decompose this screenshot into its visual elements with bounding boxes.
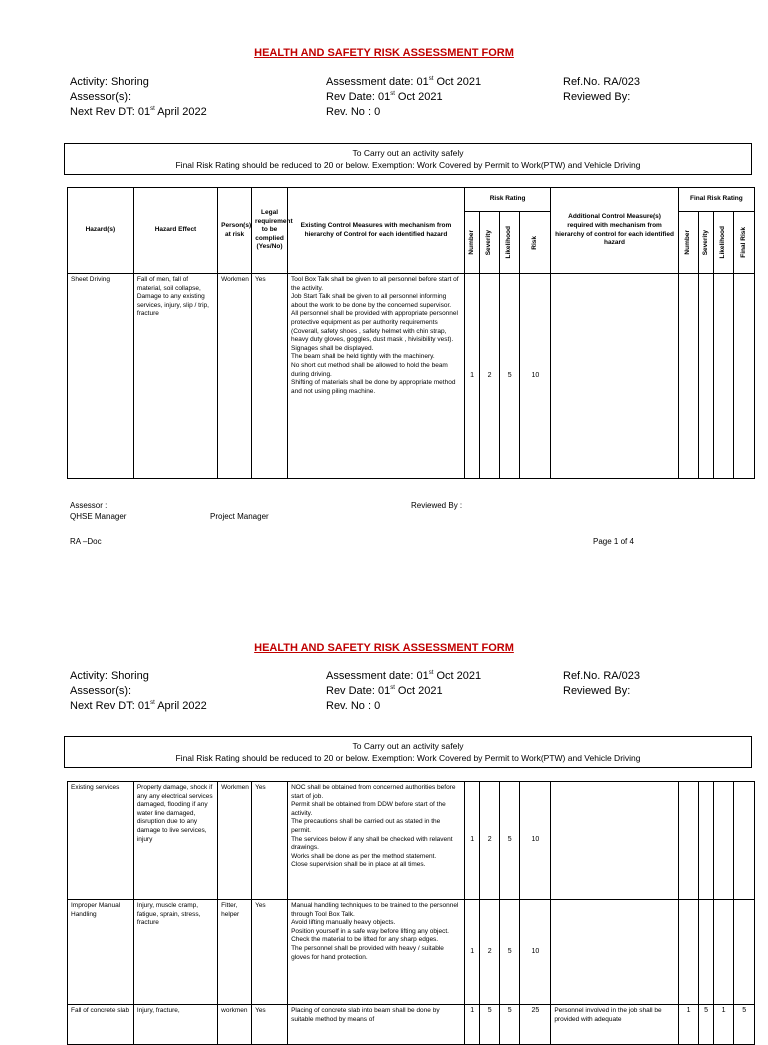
cell-number: 1 bbox=[464, 274, 479, 479]
assessors-label: Assessor(s): bbox=[70, 685, 132, 697]
control-line: No short cut method shall be allowed to hold the beam during driving. bbox=[291, 361, 448, 378]
cell-persons: workmen bbox=[218, 1005, 252, 1045]
header-risk-rating: Risk Rating bbox=[464, 188, 550, 212]
cell-additional bbox=[551, 274, 679, 479]
notice-box bbox=[64, 736, 752, 768]
cell-final-risk bbox=[734, 274, 755, 479]
cell-risk: 25 bbox=[520, 1005, 551, 1045]
rev-date: Rev Date: 01st Oct 2021 bbox=[326, 91, 443, 103]
meta-right bbox=[563, 669, 640, 699]
risk-table-page-2 bbox=[67, 781, 755, 1045]
header-existing-controls: Existing Control Measures with mechanism from hierarchy of Control for each identified hazard bbox=[288, 188, 465, 274]
control-line: The precautions shall be carried out as stated in the permit. bbox=[291, 818, 441, 834]
control-line: Check the material to be lifted for any sharp edges. bbox=[291, 936, 439, 944]
cell-hazard: Fall of concrete slab bbox=[68, 1005, 134, 1045]
activity-label: Activity: Shoring bbox=[70, 76, 149, 88]
header-legal: Legal requirement to be complied (Yes/No) bbox=[252, 188, 288, 274]
cell-final-number bbox=[678, 274, 699, 479]
cell-additional bbox=[551, 900, 679, 1005]
meta-left bbox=[70, 75, 207, 120]
notice-line-1: To Carry out an activity safely bbox=[352, 741, 464, 751]
cell-persons: Fitter, helper bbox=[218, 900, 252, 1005]
header-final-number: Number bbox=[678, 212, 699, 274]
cell-effect: Injury, fracture, bbox=[133, 1005, 217, 1045]
cell-number: 1 bbox=[464, 900, 479, 1005]
cell-legal: Yes bbox=[252, 274, 288, 479]
cell-final-risk bbox=[734, 782, 755, 900]
control-line: The beam shall be held tightly with the machinery. bbox=[291, 353, 435, 361]
notice-line-2: Final Risk Rating should be reduced to 20 or below. Exemption: Work Covered by Permit to Work(PTW) and Vehicle Driving bbox=[175, 160, 641, 170]
cell-severity: 5 bbox=[480, 1005, 500, 1045]
meta-middle bbox=[326, 669, 481, 714]
control-line: Close supervision shall be in place at all times. bbox=[291, 861, 426, 869]
control-line: Works shall be done as per the method statement. bbox=[291, 852, 437, 860]
cell-likelihood: 5 bbox=[499, 274, 520, 479]
cell-number: 1 bbox=[464, 782, 479, 900]
next-rev-date: Next Rev DT: 01st April 2022 bbox=[70, 106, 207, 118]
cell-likelihood: 5 bbox=[499, 782, 520, 900]
footer-doc: RA –Doc bbox=[70, 537, 102, 546]
assessors-label: Assessor(s): bbox=[70, 91, 132, 103]
rev-no: Rev. No : 0 bbox=[326, 106, 381, 118]
control-line: Job Start Talk shall be given to all personnel informing about the work to be done by the concerned supervisor. bbox=[291, 293, 452, 309]
cell-controls bbox=[288, 900, 465, 1005]
cell-risk: 10 bbox=[520, 900, 551, 1005]
header-severity: Severity bbox=[480, 212, 500, 274]
header-likelihood: Likelihood bbox=[499, 212, 520, 274]
cell-final-severity bbox=[699, 900, 713, 1005]
footer-reviewed: Reviewed By : bbox=[411, 501, 463, 510]
footer-assessor: Assessor : bbox=[70, 501, 108, 510]
table-row bbox=[68, 782, 755, 900]
rev-date: Rev Date: 01st Oct 2021 bbox=[326, 685, 443, 697]
cell-final-likelihood bbox=[713, 900, 734, 1005]
header-hazard: Hazard(s) bbox=[68, 188, 134, 274]
control-line: Permit shall be obtained from DDW before start of the activity. bbox=[291, 801, 446, 817]
control-line: Manual handling techniques to be trained to the personnel through Tool Box Talk. bbox=[291, 902, 459, 918]
cell-controls bbox=[288, 274, 465, 479]
cell-effect: Fall of men, fall of material, soil collapse, Damage to any existing services, injury, slip / trip, fracture bbox=[133, 274, 217, 479]
footer-pm: Project Manager bbox=[210, 512, 269, 521]
next-rev-date: Next Rev DT: 01st April 2022 bbox=[70, 700, 207, 712]
cell-hazard: Existing services bbox=[68, 782, 134, 900]
cell-severity: 2 bbox=[480, 782, 500, 900]
form-title: HEALTH AND SAFETY RISK ASSESSMENT FORM bbox=[254, 47, 514, 59]
control-line: Placing of concrete slab into beam shall be done by suitable method by means of bbox=[291, 1007, 440, 1023]
cell-final-severity bbox=[699, 274, 713, 479]
assessment-date: Assessment date: 01st Oct 2021 bbox=[326, 76, 482, 88]
page-2 bbox=[0, 600, 768, 1024]
cell-likelihood: 5 bbox=[499, 900, 520, 1005]
notice-line-1: To Carry out an activity safely bbox=[352, 148, 464, 158]
risk-table-page-1 bbox=[67, 187, 755, 479]
header-effect: Hazard Effect bbox=[133, 188, 217, 274]
cell-controls bbox=[288, 782, 465, 900]
reviewed-by: Reviewed By: bbox=[563, 685, 631, 697]
rev-no: Rev. No : 0 bbox=[326, 700, 381, 712]
header-final-risk: Final Risk bbox=[734, 212, 755, 274]
cell-final-likelihood: 1 bbox=[713, 1005, 734, 1045]
header-number: Number bbox=[464, 212, 479, 274]
meta-left bbox=[70, 669, 207, 714]
cell-legal: Yes bbox=[252, 1005, 288, 1045]
form-title: HEALTH AND SAFETY RISK ASSESSMENT FORM bbox=[254, 642, 514, 654]
control-line: All personnel shall be provided with appropriate personnel protective equipment as per authority requirements (Coverall, safety shoes , safety helmet with chin strap, heavy duty gloves, goggles, dust mask , hivisibility vest). bbox=[291, 310, 458, 344]
notice-box bbox=[64, 143, 752, 175]
cell-severity: 2 bbox=[480, 274, 500, 479]
header-final-severity: Severity bbox=[699, 212, 713, 274]
cell-final-severity: 5 bbox=[699, 1005, 713, 1045]
control-line: NOC shall be obtained from concerned authorities before start of job. bbox=[291, 784, 456, 800]
control-line: The services below if any shall be checked with relavent drawings. bbox=[291, 835, 453, 852]
cell-final-likelihood bbox=[713, 782, 734, 900]
cell-final-number bbox=[678, 782, 699, 900]
cell-final-number bbox=[678, 900, 699, 1005]
control-line: Position yourself in a safe way before lifting any object. bbox=[291, 927, 449, 935]
cell-final-number: 1 bbox=[678, 1005, 699, 1045]
control-line: Avoid lifting manually heavy objects. bbox=[291, 919, 396, 927]
table-row bbox=[68, 274, 755, 479]
cell-persons: Workmen bbox=[218, 274, 252, 479]
table-row bbox=[68, 900, 755, 1005]
ref-no: Ref.No. RA/023 bbox=[563, 670, 641, 682]
cell-persons: Workmen bbox=[218, 782, 252, 900]
header-final-likelihood: Likelihood bbox=[713, 212, 734, 274]
cell-risk: 10 bbox=[520, 274, 551, 479]
control-line: Signages shall be displayed. bbox=[291, 344, 374, 352]
control-line: Tool Box Talk shall be given to all personnel before start of the activity. bbox=[291, 276, 459, 292]
cell-final-risk bbox=[734, 900, 755, 1005]
cell-final-risk: 5 bbox=[734, 1005, 755, 1045]
cell-severity: 2 bbox=[480, 900, 500, 1005]
header-row-1 bbox=[68, 188, 755, 212]
control-line: Shifting of materials shall be done by appropriate method and not using piling machine. bbox=[291, 379, 456, 395]
cell-additional: Personnel involved in the job shall be provided with adequate bbox=[551, 1005, 679, 1045]
ref-no: Ref.No. RA/023 bbox=[563, 76, 641, 88]
header-risk: Risk bbox=[520, 212, 551, 274]
assessment-date: Assessment date: 01st Oct 2021 bbox=[326, 670, 482, 682]
header-persons: Person(s) at risk bbox=[218, 188, 252, 274]
meta-middle bbox=[326, 75, 481, 120]
activity-label: Activity: Shoring bbox=[70, 670, 149, 682]
cell-legal: Yes bbox=[252, 782, 288, 900]
cell-final-likelihood bbox=[713, 274, 734, 479]
meta-right bbox=[563, 75, 640, 105]
header-final-risk-rating: Final Risk Rating bbox=[678, 188, 754, 212]
cell-effect: Property damage, shock if any any electrical services damaged, flooding if any water line damaged, disruption due to any damage to live services, injury bbox=[133, 782, 217, 900]
table-row bbox=[68, 1005, 755, 1045]
cell-effect: Injury, muscle cramp, fatigue, sprain, stress, fracture bbox=[133, 900, 217, 1005]
cell-additional bbox=[551, 782, 679, 900]
cell-hazard: Improper Manual Handling bbox=[68, 900, 134, 1005]
reviewed-by: Reviewed By: bbox=[563, 91, 631, 103]
notice-line-2: Final Risk Rating should be reduced to 20 or below. Exemption: Work Covered by Permit to Work(PTW) and Vehicle Driving bbox=[175, 753, 641, 763]
cell-risk: 10 bbox=[520, 782, 551, 900]
cell-controls bbox=[288, 1005, 465, 1045]
footer-qhse: QHSE Manager bbox=[70, 512, 127, 521]
header-additional-controls: Additional Control Measure(s) required with mechanism from hierarchy of control for each identified hazard bbox=[551, 188, 679, 274]
footer-page-number: Page 1 of 4 bbox=[593, 537, 634, 546]
cell-number: 1 bbox=[464, 1005, 479, 1045]
cell-likelihood: 5 bbox=[499, 1005, 520, 1045]
cell-final-severity bbox=[699, 782, 713, 900]
cell-hazard: Sheet Driving bbox=[68, 274, 134, 479]
control-line: The personnel shall be provided with heavy / suitable gloves for hand protection. bbox=[291, 944, 444, 961]
cell-legal: Yes bbox=[252, 900, 288, 1005]
